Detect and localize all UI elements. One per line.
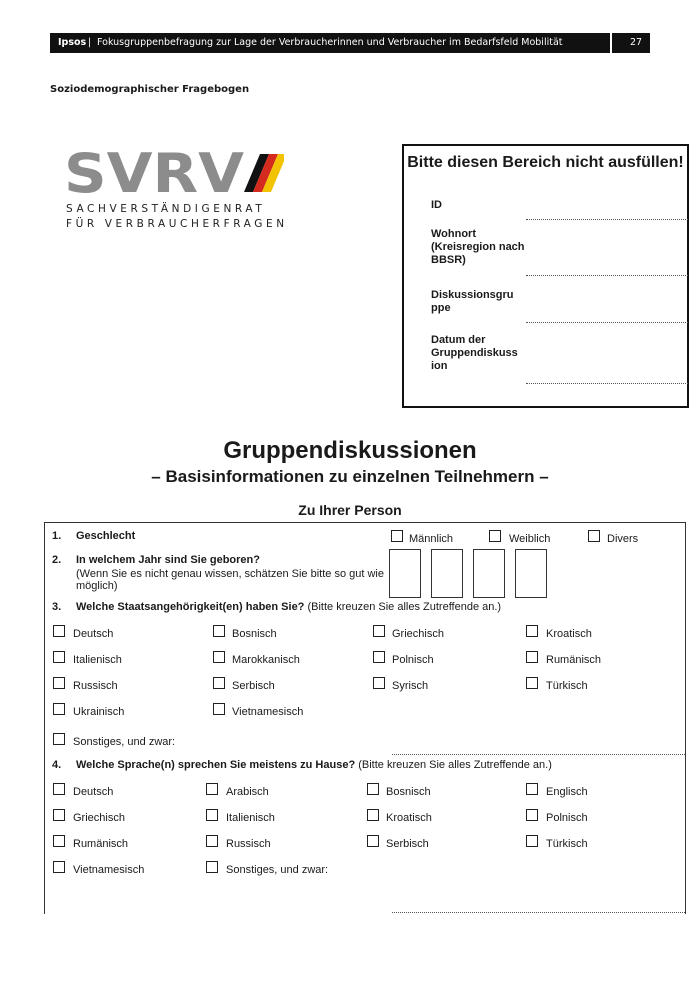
option-label: Marokkanisch — [232, 654, 300, 666]
checkbox-nat-griechisch[interactable] — [373, 625, 385, 637]
checkbox-weiblich[interactable] — [489, 530, 501, 542]
checkbox-nat-italienisch[interactable] — [53, 651, 65, 663]
q1-text: Geschlecht — [76, 530, 136, 542]
checkbox-lang-deutsch[interactable] — [53, 783, 65, 795]
page-number: 27 — [630, 37, 643, 48]
option-label: Kroatisch — [546, 628, 592, 640]
option-label: Griechisch — [392, 628, 444, 640]
checkbox-nat-syrisch[interactable] — [373, 677, 385, 689]
option-label: Russisch — [226, 838, 271, 850]
checkbox-lang-tuerkisch[interactable] — [526, 835, 538, 847]
option-label: Weiblich — [509, 533, 551, 545]
admin-field-id-line[interactable] — [526, 219, 688, 220]
checkbox-nat-polnisch[interactable] — [373, 651, 385, 663]
option-label: Kroatisch — [386, 812, 432, 824]
q3-text — [76, 601, 501, 613]
document-subtitle: Soziodemographischer Fragebogen — [50, 84, 250, 95]
page-header — [50, 33, 650, 53]
admin-field-datum-label: Datum der Gruppendiskuss ion — [431, 334, 518, 372]
birth-year-digit-4[interactable] — [515, 549, 547, 598]
option-label: Polnisch — [546, 812, 588, 824]
option-label: Bosnisch — [386, 786, 431, 798]
admin-only-box — [402, 144, 689, 408]
admin-box-title: Bitte diesen Bereich nicht ausfüllen! — [407, 154, 684, 171]
option-label: Männlich — [409, 533, 454, 545]
option-label: Vietnamesisch — [73, 864, 145, 876]
admin-field-id-label: ID — [431, 199, 442, 211]
birth-year-digit-3[interactable] — [473, 549, 505, 598]
q1-number: 1. — [52, 530, 62, 542]
checkbox-nat-russisch[interactable] — [53, 677, 65, 689]
q2-number: 2. — [52, 554, 62, 566]
header-separator: | — [88, 37, 92, 48]
admin-field-wohnort-line[interactable] — [526, 275, 688, 276]
checkbox-lang-griechisch[interactable] — [53, 809, 65, 821]
checkbox-nat-ukrainisch[interactable] — [53, 703, 65, 715]
checkbox-lang-bosnisch[interactable] — [367, 783, 379, 795]
option-label: Griechisch — [73, 812, 125, 824]
checkbox-lang-englisch[interactable] — [526, 783, 538, 795]
main-subtitle: – Basisinformationen zu einzelnen Teilnehmern – — [151, 467, 549, 486]
admin-field-gruppe-label: Diskussionsgru ppe — [431, 289, 514, 314]
option-label: Italienisch — [73, 654, 122, 666]
q3-number: 3. — [52, 601, 62, 613]
q3-question: Welche Staatsangehörigkeit(en) haben Sie? — [76, 601, 305, 613]
option-label: Syrisch — [392, 680, 429, 692]
option-label: Italienisch — [226, 812, 275, 824]
option-label: Russisch — [73, 680, 118, 692]
nat-sonstiges-input[interactable] — [392, 754, 685, 755]
checkbox-nat-rumaenisch[interactable] — [526, 651, 538, 663]
option-label: Ukrainisch — [73, 706, 125, 718]
checkbox-nat-tuerkisch[interactable] — [526, 677, 538, 689]
option-label: Türkisch — [546, 680, 588, 692]
q4-text — [76, 759, 552, 771]
option-label: Vietnamesisch — [232, 706, 304, 718]
svrv-logo-mark — [64, 150, 284, 198]
main-title: Gruppendiskussionen — [223, 437, 477, 464]
checkbox-nat-bosnisch[interactable] — [213, 625, 225, 637]
q2-text: In welchem Jahr sind Sie geboren? — [76, 554, 260, 566]
checkbox-lang-italienisch[interactable] — [206, 809, 218, 821]
option-label: Rumänisch — [73, 838, 129, 850]
checkbox-nat-sonstiges[interactable] — [53, 733, 65, 745]
q4-number: 4. — [52, 759, 62, 771]
logo-letters: SVRV — [64, 150, 245, 198]
birth-year-digit-1[interactable] — [389, 549, 421, 598]
checkbox-divers[interactable] — [588, 530, 600, 542]
q3-hint: (Bitte kreuzen Sie alles Zutreffende an.) — [304, 601, 502, 613]
option-label: Serbisch — [232, 680, 275, 692]
option-label: Deutsch — [73, 786, 114, 798]
checkbox-lang-rumaenisch[interactable] — [53, 835, 65, 847]
birth-year-digit-2[interactable] — [431, 549, 463, 598]
option-label: Sonstiges, und zwar: — [73, 736, 176, 748]
checkbox-lang-arabisch[interactable] — [206, 783, 218, 795]
option-label: Polnisch — [392, 654, 434, 666]
svrv-logo — [64, 150, 288, 235]
checkbox-nat-serbisch[interactable] — [213, 677, 225, 689]
q4-question: Welche Sprache(n) sprechen Sie meistens zu Hause? — [76, 759, 356, 771]
admin-field-datum-line[interactable] — [526, 383, 688, 384]
header-brand: Ipsos — [58, 37, 87, 48]
checkbox-lang-sonstiges[interactable] — [206, 861, 218, 873]
option-label: Rumänisch — [546, 654, 602, 666]
checkbox-lang-serbisch[interactable] — [367, 835, 379, 847]
option-label: Türkisch — [546, 838, 588, 850]
option-label: Bosnisch — [232, 628, 277, 640]
header-title: Fokusgruppenbefragung zur Lage der Verbraucherinnen und Verbraucher im Bedarfsfeld Mobilität — [97, 37, 563, 48]
logo-line-2: FÜR VERBRAUCHERFRAGEN — [66, 218, 288, 230]
q4-hint: (Bitte kreuzen Sie alles Zutreffende an.) — [355, 759, 552, 771]
q2-note: (Wenn Sie es nicht genau wissen, schätzen Sie bitte so gut wie möglich) — [76, 568, 384, 592]
checkbox-nat-deutsch[interactable] — [53, 625, 65, 637]
checkbox-nat-vietnamesisch[interactable] — [213, 703, 225, 715]
checkbox-lang-polnisch[interactable] — [526, 809, 538, 821]
section-title: Zu Ihrer Person — [298, 502, 402, 518]
option-label: Deutsch — [73, 628, 114, 640]
checkbox-maennlich[interactable] — [391, 530, 403, 542]
lang-sonstiges-input[interactable] — [392, 912, 685, 913]
admin-field-gruppe-line[interactable] — [526, 322, 688, 323]
checkbox-nat-marokkanisch[interactable] — [213, 651, 225, 663]
option-label: Englisch — [546, 786, 588, 798]
checkbox-nat-kroatisch[interactable] — [526, 625, 538, 637]
header-divider — [610, 33, 612, 53]
logo-line-1: SACHVERSTÄNDIGENRAT — [66, 203, 266, 215]
option-label: Sonstiges, und zwar: — [226, 864, 329, 876]
option-label: Divers — [607, 533, 639, 545]
option-label: Serbisch — [386, 838, 429, 850]
admin-field-wohnort-label: Wohnort (Kreisregion nach BBSR) — [431, 228, 525, 266]
checkbox-lang-kroatisch[interactable] — [367, 809, 379, 821]
checkbox-lang-russisch[interactable] — [206, 835, 218, 847]
checkbox-lang-vietnamesisch[interactable] — [53, 861, 65, 873]
option-label: Arabisch — [226, 786, 269, 798]
